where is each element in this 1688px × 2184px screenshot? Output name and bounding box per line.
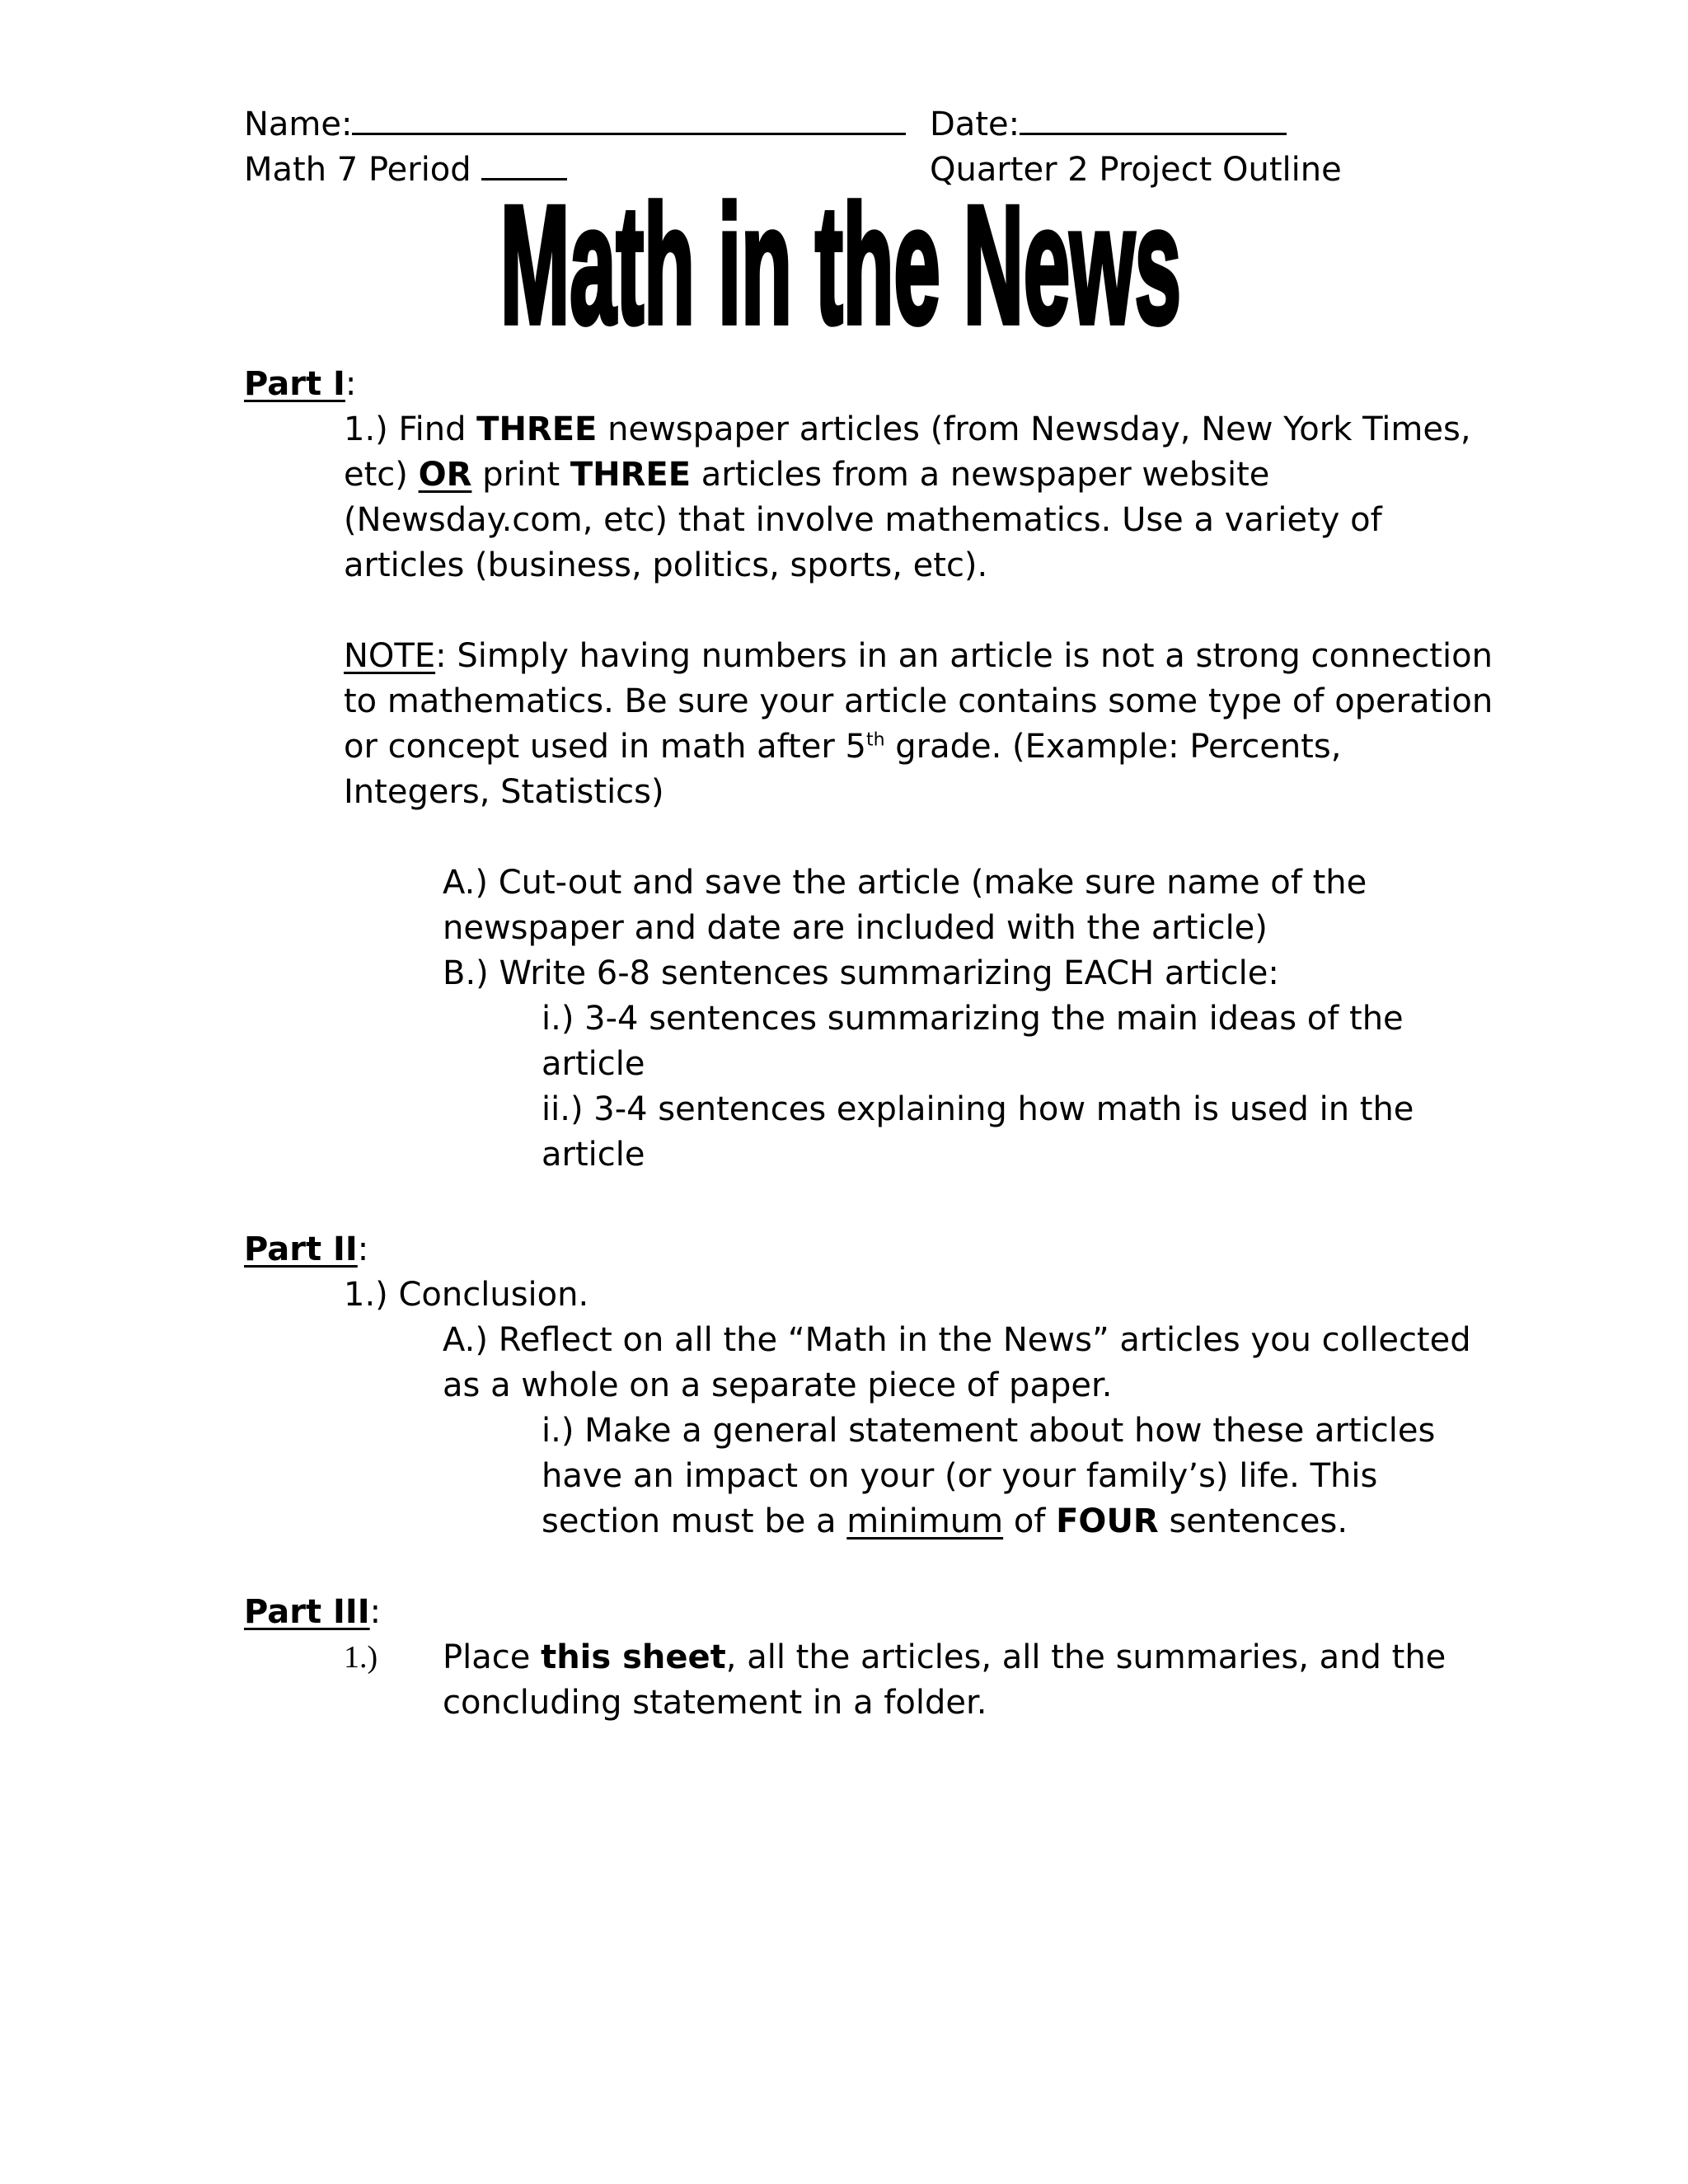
name-field [244, 101, 906, 148]
part1-item-number: 1.) [344, 410, 388, 448]
title-wordart [495, 191, 1187, 368]
part1-line1-rest: newspaper articles (from Newsday, New York Times, [607, 410, 1471, 448]
part1-a-line1: A.) Cut-out and save the article (make sure name of the [443, 864, 1367, 902]
part1-three-bold: THREE [476, 410, 598, 448]
doc-label: Quarter 2 Project Outline [930, 151, 1342, 189]
part3-heading: Part III [244, 1593, 370, 1631]
part2-item: 1.) Conclusion. [344, 1276, 589, 1314]
note-line2: to mathematics. Be sure your article contains some type of operation [344, 682, 1493, 720]
date-label: Date: [930, 105, 1020, 143]
part1-item-line3: (Newsday.com, etc) that involve mathematics. Use a variety of [344, 501, 1382, 539]
part3-line1-rest: , all the articles, all the summaries, and the [725, 1638, 1447, 1676]
part3-item-number: 1.) [344, 1640, 378, 1675]
note-line4: Integers, Statistics) [344, 773, 664, 811]
part3-place-text: Place [443, 1638, 531, 1676]
part2-heading-line: Part II: [244, 1230, 369, 1268]
part1-three-bold-2: THREE [570, 456, 692, 494]
part1-bii-line1: ii.) 3-4 sentences explaining how math is used in the [542, 1090, 1414, 1128]
part1-heading: Part I [244, 365, 345, 403]
part1-bii-line2: article [542, 1136, 645, 1174]
date-field [930, 101, 1287, 148]
this-sheet-bold: this sheet [541, 1638, 726, 1676]
note-superscript: th [865, 729, 885, 751]
class-label: Math 7 Period [244, 151, 471, 189]
note-line1 [344, 633, 1493, 679]
part2-a-line2: as a whole on a separate piece of paper. [443, 1366, 1113, 1404]
part1-heading-line: Part I: [244, 365, 357, 403]
part2-a-line1: A.) Reflect on all the “Math in the News” articles you collected [443, 1321, 1471, 1359]
note-line3 [344, 724, 1341, 770]
date-blank [1020, 108, 1287, 135]
part1-b-line1: B.) Write 6-8 sentences summarizing EACH article: [443, 954, 1279, 992]
part2-i-line3 [542, 1498, 1348, 1544]
part1-print-text: print [482, 456, 560, 494]
minimum-underlined: minimum [846, 1502, 1004, 1540]
note-line1-text: : Simply having numbers in an article is not a strong connection [435, 637, 1493, 675]
part1-bi-line2: article [542, 1045, 645, 1083]
part2-heading: Part II [244, 1230, 358, 1268]
part1-find-text: Find [398, 410, 467, 448]
part1-etc-text: etc) [344, 456, 408, 494]
part2-of-text: of [1013, 1502, 1046, 1540]
part1-line2-rest: articles from a newspaper website [701, 456, 1270, 494]
class-period-field [244, 147, 567, 193]
period-blank [481, 153, 567, 180]
part1-item-line1 [344, 406, 1471, 452]
part2-i-line1: i.) Make a general statement about how these articles [542, 1412, 1436, 1450]
part1-a-line2: newspaper and date are included with the article) [443, 909, 1268, 947]
part1-bi-line1: i.) 3-4 sentences summarizing the main ideas of the [542, 1000, 1404, 1038]
part1-or-bold: OR [418, 456, 472, 494]
page-title: Math in the News [500, 191, 1181, 359]
four-bold: FOUR [1056, 1502, 1159, 1540]
part2-i-line3-text-a: section must be a [542, 1502, 837, 1540]
part2-i-line3-text-b: sentences. [1169, 1502, 1348, 1540]
part3-heading-line: Part III: [244, 1593, 382, 1631]
part3-line1 [443, 1634, 1446, 1680]
note-label: NOTE [344, 637, 436, 675]
part2-i-line2: have an impact on your (or your family’s) life. This [542, 1457, 1378, 1495]
part1-item-line4: articles (business, politics, sports, etc). [344, 546, 988, 584]
name-blank [352, 108, 906, 135]
note-line3-text-b: grade. (Example: Percents, [884, 728, 1342, 766]
part3-line2: concluding statement in a folder. [443, 1684, 987, 1722]
name-label: Name: [244, 105, 353, 143]
part1-item-line2 [344, 452, 1269, 498]
note-line3-text-a: or concept used in math after 5 [344, 728, 866, 766]
